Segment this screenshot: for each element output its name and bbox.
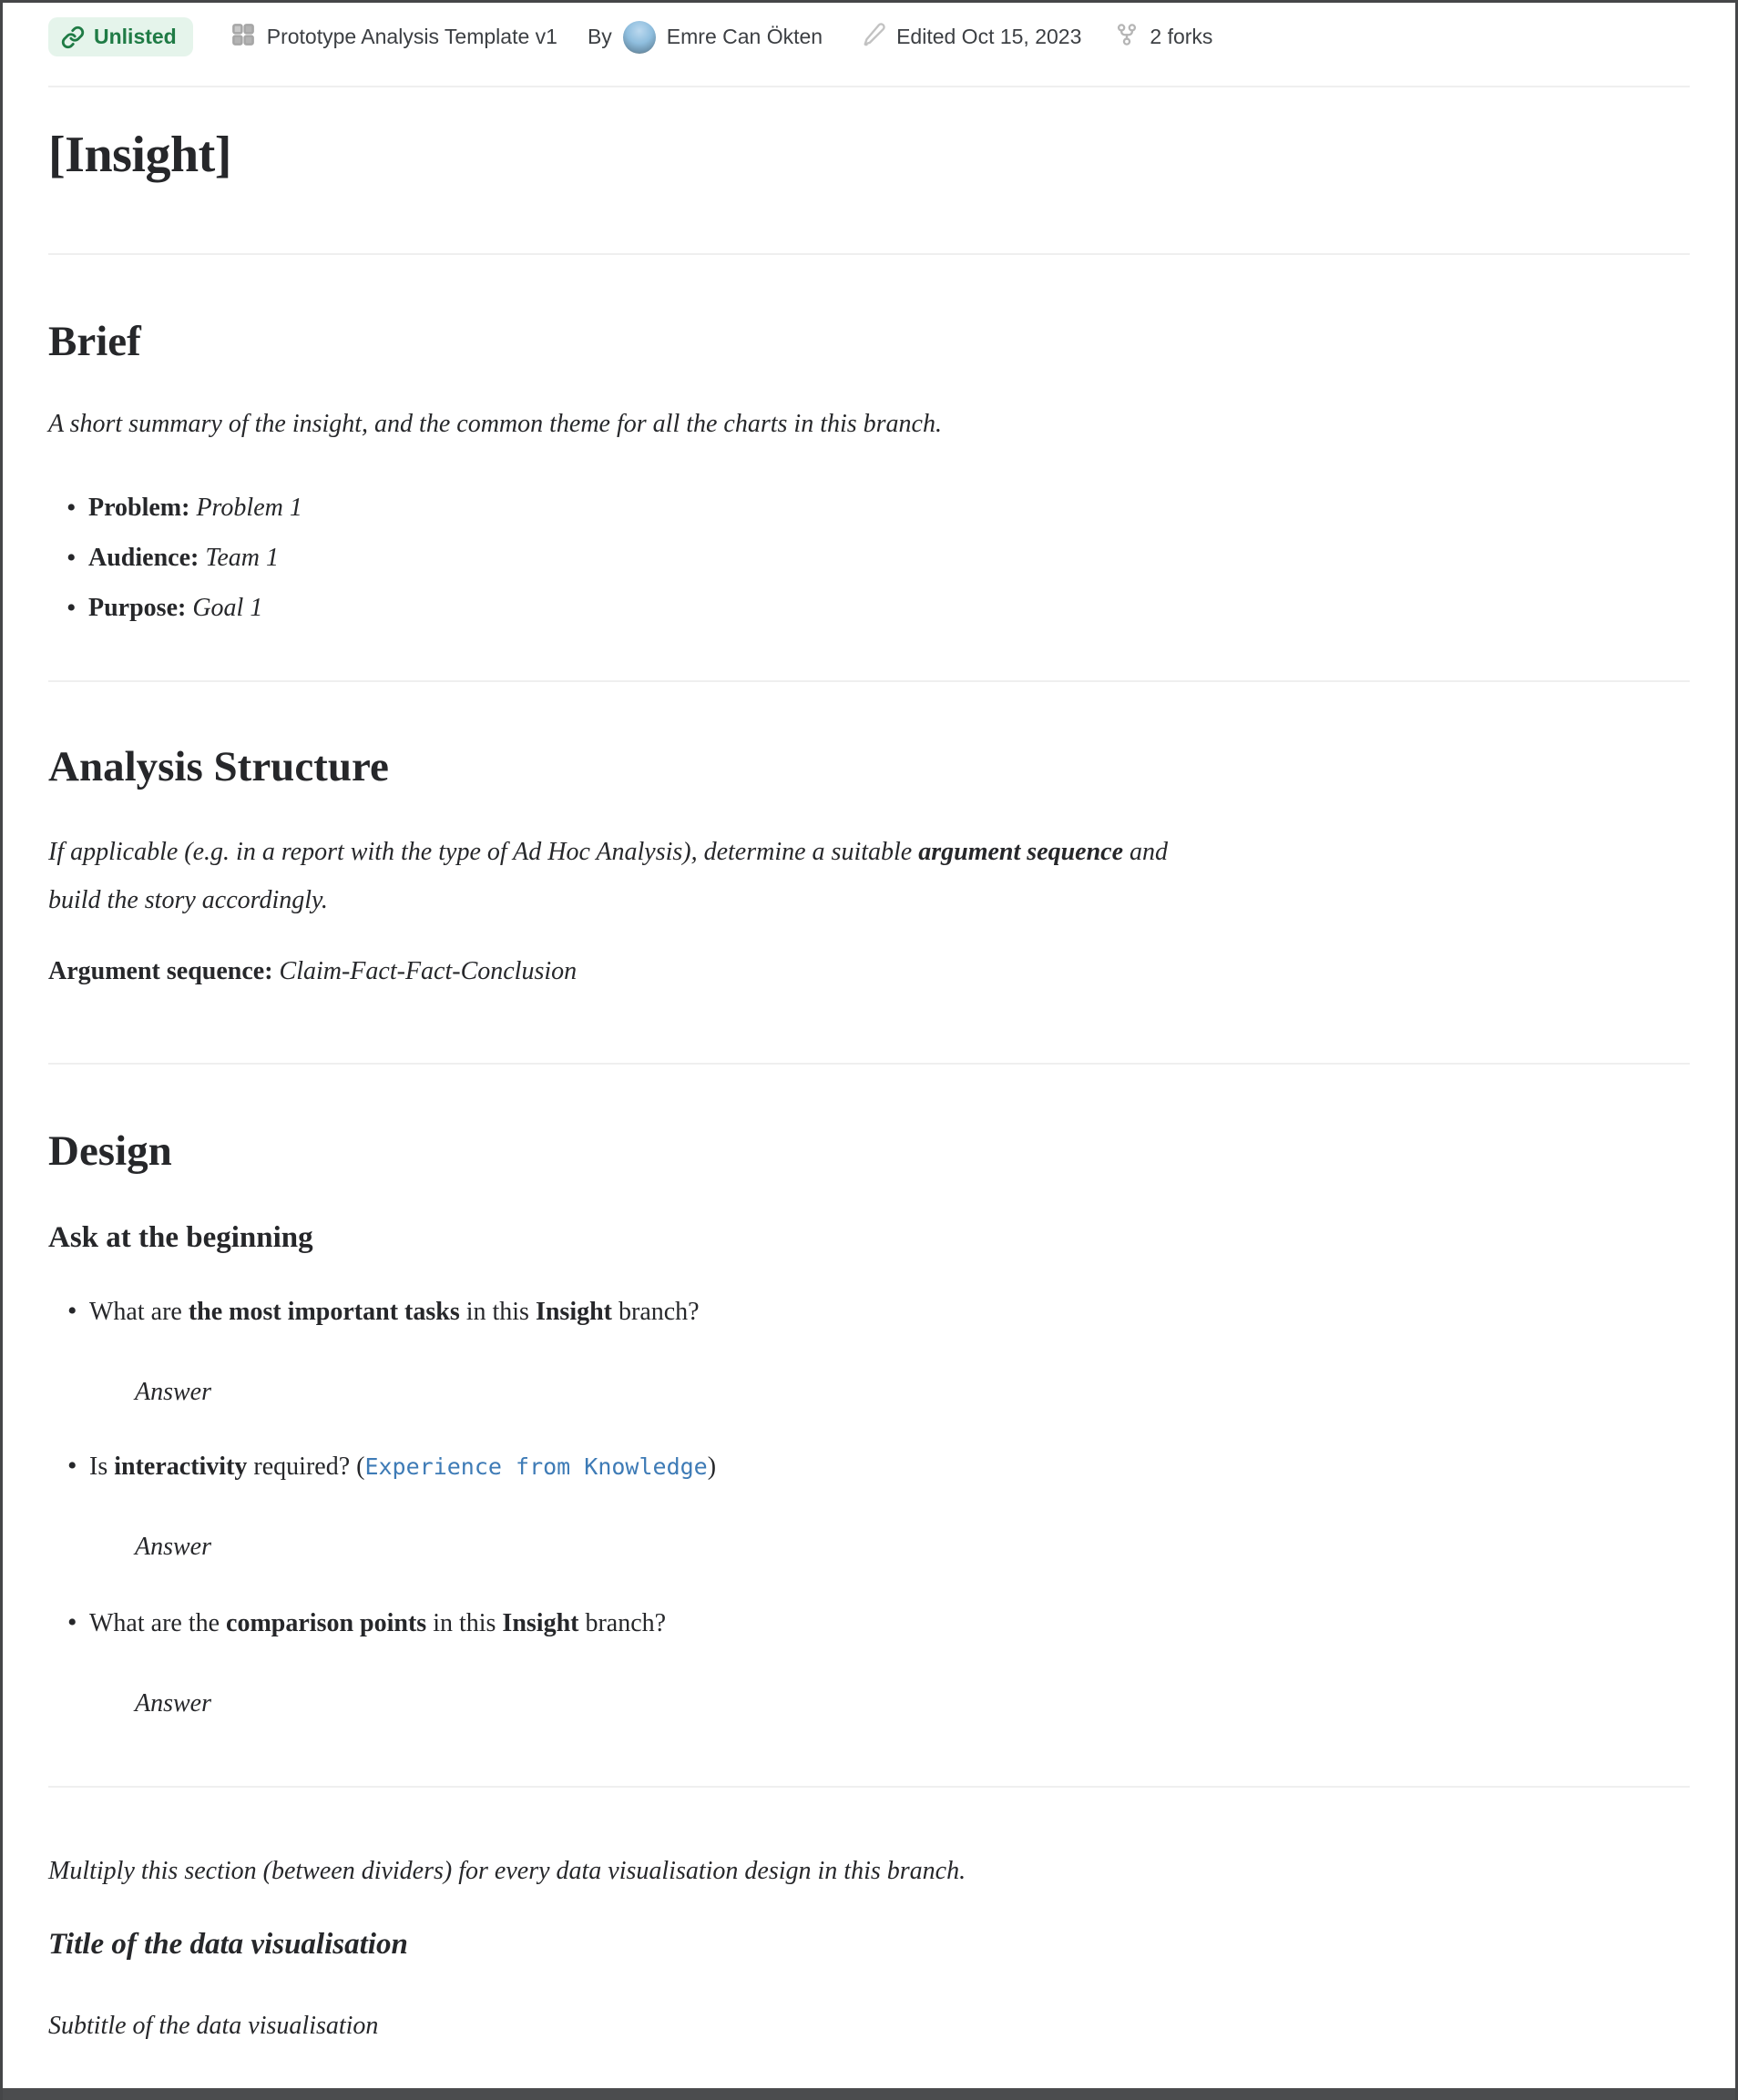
section-design xyxy=(48,1125,1690,1722)
template-name[interactable]: Prototype Analysis Template v1 xyxy=(266,25,557,48)
argument-sequence-value: Claim-Fact-Fact-Conclusion xyxy=(279,957,578,985)
section-analysis-structure xyxy=(48,740,1690,990)
item-label: Audience: xyxy=(88,544,199,572)
question-text: branch? xyxy=(578,1609,667,1637)
question-bold-text: comparison points xyxy=(226,1609,427,1637)
design-subheading: Ask at the beginning xyxy=(48,1221,313,1254)
analysis-text: If applicable (e.g. in a report with the type of Ad Hoc Analysis), determine a suitable xyxy=(48,838,919,866)
divider xyxy=(48,1786,1690,1788)
pencil-icon xyxy=(861,22,886,53)
item-label: Purpose: xyxy=(88,594,187,622)
answer-placeholder: Answer xyxy=(135,1533,211,1561)
forks-count[interactable]: 2 forks xyxy=(1150,25,1213,48)
experience-knowledge-link[interactable]: Experience from Knowledge xyxy=(364,1453,708,1480)
item-value: Team 1 xyxy=(205,544,279,572)
link-icon xyxy=(61,25,85,49)
argument-sequence-label: Argument sequence: xyxy=(48,957,273,985)
question-text: in this xyxy=(459,1298,536,1326)
item-value: Goal 1 xyxy=(192,594,263,622)
answer-placeholder: Answer xyxy=(135,1689,211,1718)
section-brief xyxy=(48,315,1690,633)
viz-title: Title of the data visualisation xyxy=(48,1928,408,1961)
bottom-dark-bar xyxy=(3,2088,1735,2100)
list-item xyxy=(48,583,1191,633)
grid-icon xyxy=(230,21,257,54)
question-text: in this xyxy=(426,1609,503,1637)
list-item xyxy=(48,533,1191,583)
author-name[interactable]: Emre Can Ökten xyxy=(666,25,823,48)
page-title: [Insight] xyxy=(48,127,231,183)
section-visualisation xyxy=(48,1853,1690,2044)
design-question xyxy=(48,1606,1191,1642)
question-text: ) xyxy=(707,1453,717,1481)
unlisted-badge[interactable] xyxy=(48,17,193,56)
by-label: By xyxy=(587,25,612,48)
analysis-bold-text: argument sequence xyxy=(918,838,1123,866)
answer-placeholder: Answer xyxy=(135,1378,211,1406)
question-bold-text: interactivity xyxy=(114,1453,248,1481)
header-meta-row xyxy=(48,3,1690,56)
question-bold-text: Insight xyxy=(535,1298,612,1326)
question-text: Is xyxy=(89,1453,115,1481)
list-item xyxy=(48,483,1191,533)
edited-date: Edited Oct 15, 2023 xyxy=(896,25,1082,48)
brief-list xyxy=(48,483,1191,633)
argument-sequence-line xyxy=(48,953,1191,990)
design-heading: Design xyxy=(48,1127,172,1175)
question-text: What are xyxy=(89,1298,189,1326)
brief-summary: A short summary of the insight, and the common theme for all the charts in this branch. xyxy=(48,410,942,438)
question-text: required? ( xyxy=(247,1453,365,1481)
analysis-paragraph xyxy=(48,828,1191,924)
brief-heading: Brief xyxy=(48,318,141,365)
fork-icon xyxy=(1114,22,1140,53)
question-bold-text: the most important tasks xyxy=(188,1298,460,1326)
divider xyxy=(48,86,1690,87)
unlisted-badge-label: Unlisted xyxy=(94,25,177,48)
divider xyxy=(48,1063,1690,1065)
author-avatar[interactable] xyxy=(623,21,656,54)
question-text: What are the xyxy=(89,1609,227,1637)
question-text: branch? xyxy=(612,1298,700,1326)
item-value: Problem 1 xyxy=(196,494,302,522)
question-bold-text: Insight xyxy=(502,1609,579,1637)
divider xyxy=(48,680,1690,682)
item-label: Problem: xyxy=(88,494,190,522)
design-question xyxy=(48,1294,1191,1330)
analysis-heading: Analysis Structure xyxy=(48,743,389,790)
viz-subtitle: Subtitle of the data visualisation xyxy=(48,2012,379,2040)
analysis-text: and build the story accordingly. xyxy=(48,838,1168,914)
divider xyxy=(48,253,1690,255)
multiply-note: Multiply this section (between dividers) for every data visualisation design in this branch. xyxy=(48,1857,966,1885)
design-question xyxy=(48,1449,1191,1485)
